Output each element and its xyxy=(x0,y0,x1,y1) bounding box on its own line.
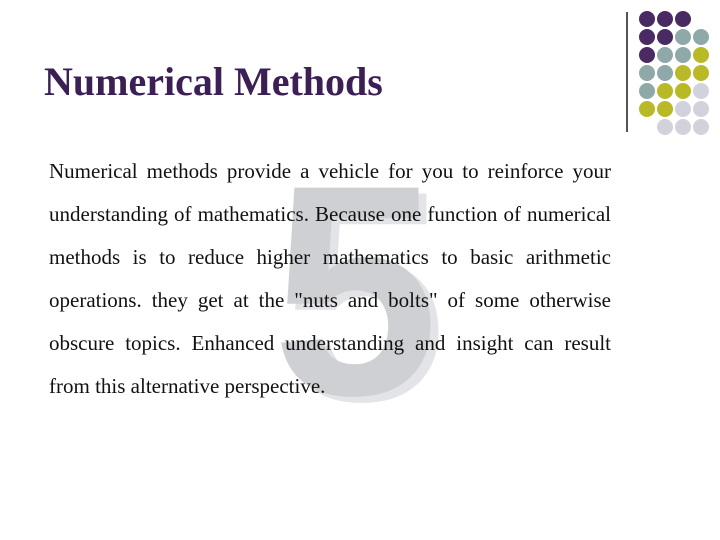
decorative-dot xyxy=(693,11,709,27)
decorative-dot xyxy=(693,65,709,81)
decorative-dot xyxy=(657,11,673,27)
decorative-dot-grid xyxy=(639,11,710,136)
slide-title: Numerical Methods xyxy=(44,59,383,104)
decorative-dot xyxy=(639,101,655,117)
decorative-dot xyxy=(639,11,655,27)
decorative-dot xyxy=(675,65,691,81)
decorative-dot xyxy=(675,47,691,63)
decorative-dot xyxy=(657,65,673,81)
decorative-dot xyxy=(657,101,673,117)
decorative-dot xyxy=(657,119,673,135)
decorative-dot xyxy=(693,101,709,117)
vertical-divider xyxy=(626,12,628,132)
decorative-dot xyxy=(639,83,655,99)
background-number: 5 xyxy=(272,122,439,458)
decorative-dot xyxy=(639,119,655,135)
decorative-dot xyxy=(657,29,673,45)
decorative-dot xyxy=(639,47,655,63)
decorative-dot xyxy=(675,83,691,99)
decorative-dot xyxy=(675,119,691,135)
decorative-dot xyxy=(693,47,709,63)
decorative-dot xyxy=(639,29,655,45)
decorative-dot xyxy=(639,65,655,81)
decorative-dot xyxy=(657,47,673,63)
decorative-dot xyxy=(693,83,709,99)
decorative-dot xyxy=(675,29,691,45)
decorative-dot xyxy=(675,101,691,117)
decorative-dot xyxy=(693,119,709,135)
decorative-dot xyxy=(675,11,691,27)
body-paragraph: Numerical methods provide a vehicle for you to reinforce your understanding of mathematics. Because one function of numerical methods is to reduce higher mathematics to basic arithmetic operations. they get at the "nuts and bolts" of some otherwise obscure topics. Enhanced understanding and insight can result from this alternative perspective. xyxy=(49,159,611,398)
decorative-dot xyxy=(657,83,673,99)
decorative-dot xyxy=(693,29,709,45)
